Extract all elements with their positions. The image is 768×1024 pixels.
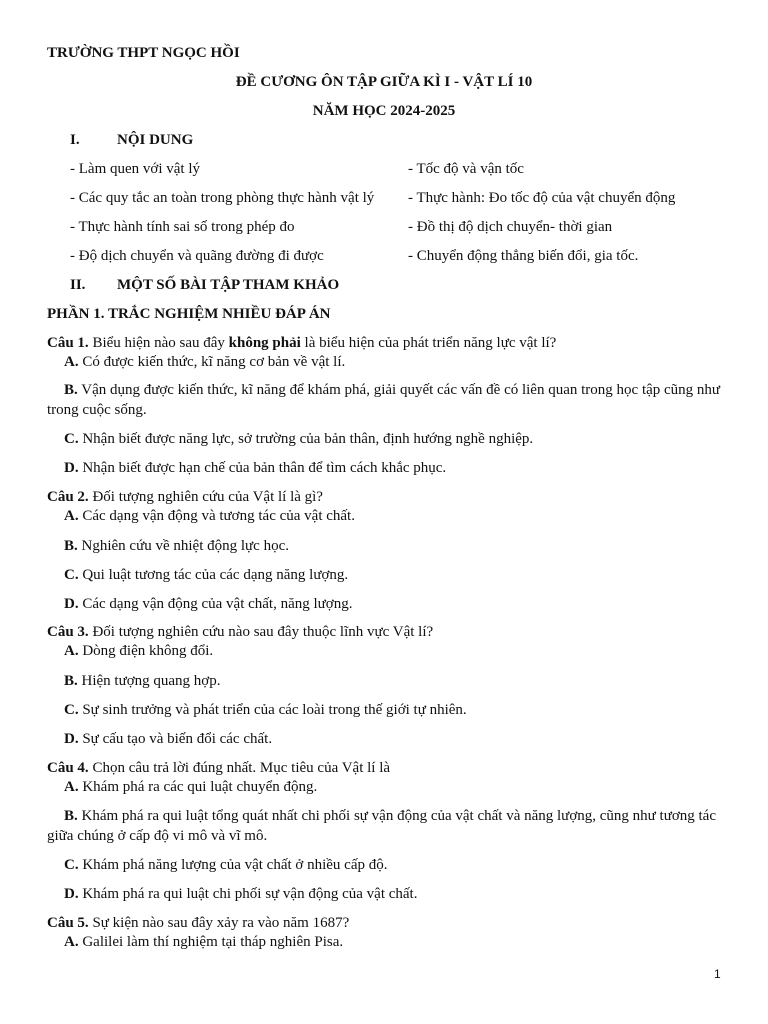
option-text: Nhận biết được năng lực, sở trường của bản thân, định hướng nghề nghiệp. (82, 431, 534, 447)
option-letter: C. (64, 431, 79, 447)
q1-option-c (64, 430, 533, 448)
question-5 (47, 914, 349, 932)
option-text: Nhận biết được hạn chế của bản thân để tìm cách khắc phục. (82, 460, 447, 476)
q4-option-d (64, 885, 417, 903)
question-label: Câu 2. (47, 489, 89, 505)
option-text: Nghiên cứu về nhiệt động lực học. (81, 538, 289, 554)
school-name: TRƯỜNG THPT NGỌC HỒI (47, 45, 240, 61)
option-letter: D. (64, 596, 79, 612)
option-text: Các dạng vận động của vật chất, năng lượng. (82, 596, 353, 612)
q4-option-c (64, 856, 388, 874)
section-1-number: I. (70, 132, 80, 148)
option-letter: B. (64, 808, 78, 824)
question-label: Câu 3. (47, 624, 89, 640)
option-text: Khám phá ra qui luật tổng quát nhất chi phối sự vận động của vật chất và năng lượng, cũng như tương tác giữa chúng ở cấp độ vi mô và vĩ mô. (47, 808, 716, 844)
content-left-item: - Làm quen với vật lý (70, 161, 200, 177)
option-text: Khám phá ra qui luật chi phối sự vận động của vật chất. (82, 886, 418, 902)
question-label: Câu 1. (47, 335, 89, 351)
option-letter: C. (64, 702, 79, 718)
q1-option-a (64, 353, 345, 371)
question-text: Đối tượng nghiên cứu của Vật lí là gì? (88, 489, 323, 505)
q5-option-a (64, 933, 343, 951)
question-4 (47, 759, 390, 777)
q4-option-b (47, 806, 721, 846)
option-letter: B. (64, 673, 78, 689)
option-text: Khám phá ra các qui luật chuyển động. (82, 779, 318, 795)
question-emphasis: không phải (228, 335, 301, 351)
option-text: Các dạng vận động và tương tác của vật chất. (82, 508, 355, 524)
q3-option-b (64, 672, 221, 690)
option-letter: D. (64, 731, 79, 747)
question-label: Câu 4. (47, 760, 89, 776)
question-text: Đối tượng nghiên cứu nào sau đây thuộc lĩnh vực Vật lí? (88, 624, 434, 640)
section-1-heading: NỘI DUNG (117, 132, 194, 148)
option-text: Có được kiến thức, kĩ năng cơ bản về vật lí. (82, 354, 346, 370)
section-2-heading: MỘT SỐ BÀI TẬP THAM KHẢO (117, 277, 340, 293)
option-letter: C. (64, 857, 79, 873)
q2-option-b (64, 537, 289, 555)
page-number: 1 (714, 967, 721, 981)
q1-option-b (47, 380, 721, 420)
option-text: Dòng điện không đổi. (82, 643, 214, 659)
option-text: Sự sinh trưởng và phát triển của các loài trong thế giới tự nhiên. (82, 702, 467, 718)
q1-option-d (64, 459, 446, 477)
section-2-number: II. (70, 277, 86, 293)
q2-option-c (64, 566, 348, 584)
option-text: Qui luật tương tác của các dạng năng lượng. (82, 567, 349, 583)
content-left-item: - Độ dịch chuyển và quãng đường đi được (70, 248, 324, 264)
question-text: Chọn câu trả lời đúng nhất. Mục tiêu của Vật lí là (88, 760, 391, 776)
question-1 (47, 334, 556, 352)
q3-option-d (64, 730, 272, 748)
option-letter: A. (64, 354, 79, 370)
option-letter: B. (64, 382, 78, 398)
option-letter: C. (64, 567, 79, 583)
q2-option-d (64, 595, 353, 613)
question-2 (47, 488, 323, 506)
school-year: NĂM HỌC 2024-2025 (312, 103, 456, 119)
option-text: Galilei làm thí nghiệm tại tháp nghiên Pisa. (82, 934, 344, 950)
content-right-item: - Tốc độ và vận tốc (408, 161, 524, 177)
question-text: Biểu hiện nào sau đây (88, 335, 229, 351)
part-1-heading: PHẦN 1. TRẮC NGHIỆM NHIỀU ĐÁP ÁN (47, 306, 331, 322)
question-text: Sự kiện nào sau đây xảy ra vào năm 1687? (88, 915, 350, 931)
content-right-item: - Chuyển động thẳng biến đổi, gia tốc. (408, 248, 639, 264)
question-label: Câu 5. (47, 915, 89, 931)
content-left-item: - Các quy tắc an toàn trong phòng thực hành vật lý (70, 190, 375, 206)
content-right-item: - Đồ thị độ dịch chuyển- thời gian (408, 219, 613, 235)
q2-option-a (64, 507, 355, 525)
option-letter: D. (64, 460, 79, 476)
option-letter: D. (64, 886, 79, 902)
option-text: Sự cấu tạo và biến đổi các chất. (82, 731, 273, 747)
option-text: Khám phá năng lượng của vật chất ở nhiều cấp độ. (82, 857, 388, 873)
q3-option-c (64, 701, 467, 719)
document-title: ĐỀ CƯƠNG ÔN TẬP GIỮA KÌ I - VẬT LÍ 10 (235, 74, 533, 90)
option-letter: B. (64, 538, 78, 554)
question-text: là biểu hiện của phát triển năng lực vật lí? (300, 335, 557, 351)
content-right-item: - Thực hành: Đo tốc độ của vật chuyển động (408, 190, 676, 206)
option-text: Hiện tượng quang hợp. (81, 673, 221, 689)
content-left-item: - Thực hành tính sai số trong phép đo (70, 219, 295, 235)
q4-option-a (64, 778, 317, 796)
question-3 (47, 623, 433, 641)
option-letter: A. (64, 508, 79, 524)
option-text: Vận dụng được kiến thức, kĩ năng để khám phá, giải quyết các vấn đề có liên quan trong học tập cũng như trong cuộc sống. (47, 382, 721, 418)
option-letter: A. (64, 934, 79, 950)
option-letter: A. (64, 779, 79, 795)
q3-option-a (64, 642, 213, 660)
option-letter: A. (64, 643, 79, 659)
